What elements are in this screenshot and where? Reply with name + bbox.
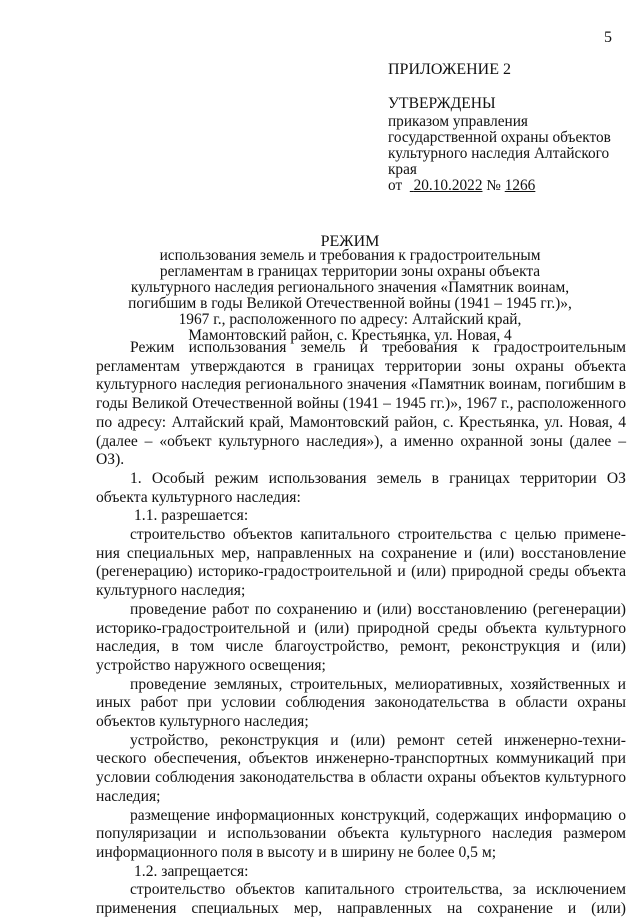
paragraph-1-1-heading: 1.1. разрешается:: [134, 507, 249, 525]
paragraph-1-2-heading: 1.2. запрещается:: [134, 862, 249, 880]
page-number: 5: [604, 29, 612, 46]
paragraph-item: строительство объектов капитального строительства, за исключением применения специальных мер, направленных на сохранение и (или): [96, 881, 626, 918]
approval-block: [388, 62, 628, 194]
order-line-4: края: [388, 161, 417, 178]
approved-heading: УТВЕРЖДЕНЫ: [388, 95, 496, 112]
order-line-3: культурного наследия Алтайского: [388, 145, 610, 162]
paragraph-item: проведение земляных, строительных, мелиоративных, хозяйственных и иных работ при условии соблюдения законодательства в области охраны объектов культурного наследия;: [96, 675, 626, 731]
regime-subtitle-line: погибшим в годы Великой Отечественной войны (1941 – 1945 гг.)»,: [128, 295, 572, 312]
paragraph-item: размещение информационных конструкций, содержащих информацию о популяризации и использовании объекта культурного наследия размером информационного поля в высоту и в ширину не более 0,5 м;: [96, 806, 626, 861]
regime-subtitle-line: регламентам в границах территории зоны охраны объекта: [159, 263, 541, 280]
order-number: 1266: [504, 177, 536, 194]
regime-title: РЕЖИМ: [320, 233, 380, 250]
paragraph-item: строительство объектов капитального строительства с целью примене-ния специальных мер, направленных на сохранение и (или) восстановление (регенерацию) историко-градостроительной и (или) природной среды объекта культурного наследия;: [96, 526, 626, 600]
regime-subtitle-line: использования земель и требования к градостроительным: [159, 247, 541, 264]
paragraph-item: проведение работ по сохранению и (или) восстановлению (регенерации) историко-градостроительной и (или) природной среды объекта культурного наследия, в том числе благоустройство, ремонт, реконструкция и (или) устройство наружного освещения;: [96, 600, 626, 674]
regime-subtitle-line: 1967 г., расположенного по адресу: Алтайский край,: [178, 311, 522, 328]
document-body: [96, 339, 626, 919]
regime-subtitle: [122, 248, 578, 344]
paragraph-intro: Режим использования земель и требования к градостроительным регламентам утверждаются в границах территории зоны охраны объекта культурного наследия регионального значения «Памятник воинам, погибшим в годы Великой Отечественной войны (1941 – 1945 гг.)», 1967 г., расположенного по адресу: Алтайский край, Мамонтовский район, с. Крестьянка, ул. Новая, 4 (далее – «объект культурного наследия»), а именно охранной зоны (далее – ОЗ).: [96, 339, 626, 469]
appendix-title: ПРИЛОЖЕНИЕ 2: [388, 61, 512, 78]
paragraph-item: устройство, реконструкция и (или) ремонт сетей инженерно-техни-ческого обеспечения, объектов инженерно-транспортных коммуникаций при условии соблюдения законодательства в области охраны объектов культурного наследия;: [96, 731, 626, 805]
order-date: 20.10.2022: [413, 177, 483, 194]
order-line-2: государственной охраны объектов: [388, 129, 611, 146]
order-date-line: [388, 178, 628, 194]
paragraph-section-1: 1. Особый режим использования земель в границах территории ОЗ объекта культурного наследия:: [96, 469, 626, 506]
regime-subtitle-line: Мамонтовский район, с. Крестьянка, ул. Новая, 4: [188, 327, 512, 344]
number-sign: №: [486, 177, 501, 194]
regime-subtitle-line: культурного наследия регионального значения «Памятник воинам,: [130, 279, 570, 296]
date-prefix: от: [388, 177, 403, 194]
order-line-1: приказом управления: [388, 113, 528, 130]
